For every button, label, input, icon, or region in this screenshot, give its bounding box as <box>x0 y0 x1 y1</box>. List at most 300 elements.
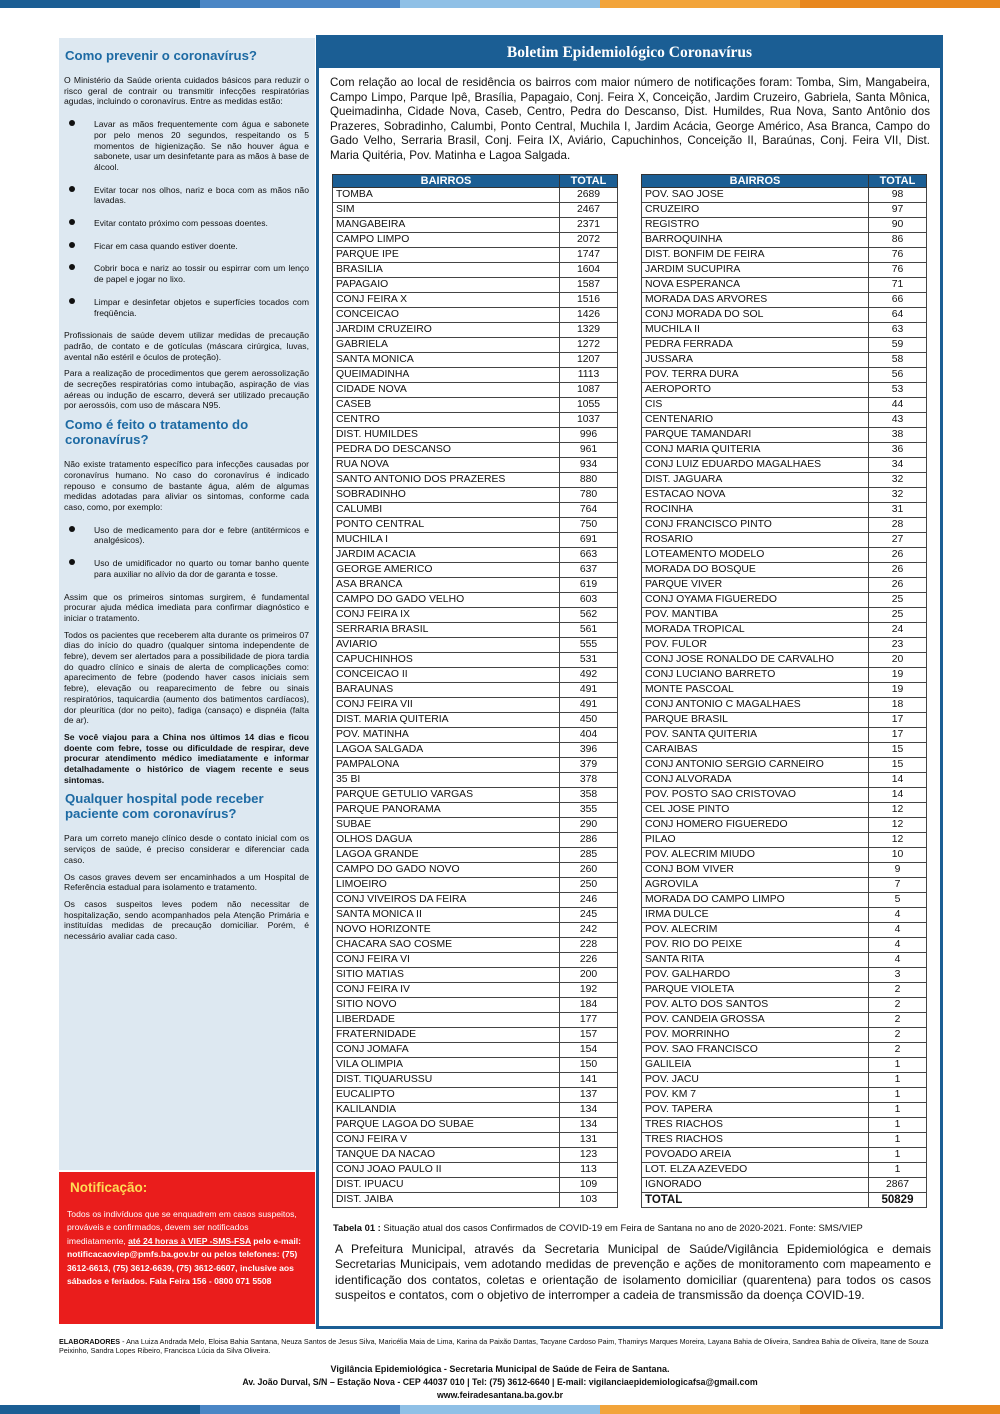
bairro-name-cell: CARAIBAS <box>642 743 869 758</box>
bairro-total-cell: 2371 <box>560 218 618 233</box>
bairro-name-cell: MUCHILA II <box>642 323 869 338</box>
bairro-total-cell: 4 <box>869 923 927 938</box>
notification-title: Notificação: <box>70 1180 148 1195</box>
symptoms-paragraph: Assim que os primeiros sintomas surgirem, é fundamental procurar ajuda médica imediata para confirmar diagnóstico e iniciar o tratamento. <box>64 591 309 623</box>
bairro-name-cell: POV. TAPERA <box>642 1103 869 1118</box>
bairro-name-cell: SITIO MATIAS <box>333 968 560 983</box>
table-row <box>642 653 927 668</box>
table-row <box>642 458 927 473</box>
bairro-name-cell: PEDRA FERRADA <box>642 338 869 353</box>
table-row <box>642 608 927 623</box>
bairro-name-cell: PARQUE TAMANDARI <box>642 428 869 443</box>
hospital-heading: Qualquer hospital pode receber paciente com coronavírus? <box>65 791 264 822</box>
table-row <box>333 1163 618 1178</box>
bairro-name-cell: LOT. ELZA AZEVEDO <box>642 1163 869 1178</box>
bairro-total-cell: 1 <box>869 1118 927 1133</box>
bairro-total-cell: 17 <box>869 728 927 743</box>
bairro-name-cell: JARDIM ACACIA <box>333 548 560 563</box>
bairro-name-cell: POV. POSTO SAO CRISTOVAO <box>642 788 869 803</box>
bairro-total-cell: 1426 <box>560 308 618 323</box>
bairro-name-cell: CEL JOSE PINTO <box>642 803 869 818</box>
bairro-total-cell: 36 <box>869 443 927 458</box>
bairro-total-cell: 1604 <box>560 263 618 278</box>
bairro-total-cell: 14 <box>869 773 927 788</box>
table-row <box>333 968 618 983</box>
bairro-name-cell: POV. MATINHA <box>333 728 560 743</box>
table-row <box>642 593 927 608</box>
bairro-total-cell: 2 <box>869 983 927 998</box>
bulletin-title: Boletim Epidemiológico Coronavírus <box>319 38 940 68</box>
table-row <box>333 263 618 278</box>
prevention-list <box>64 119 309 318</box>
table-row <box>333 488 618 503</box>
table-row <box>333 383 618 398</box>
prevention-item: Lavar as mãos frequentemente com água e sabonete por pelo menos 20 segundos, respeitando os 5 momentos de higienização. Se não houver água e sabonete, usar um desinfetante para as mãos à base de álcool. <box>64 119 309 173</box>
bairro-total-cell: 2867 <box>869 1178 927 1193</box>
table-row <box>642 578 927 593</box>
table-row <box>333 728 618 743</box>
table-row <box>642 713 927 728</box>
bairro-total-cell: 86 <box>869 233 927 248</box>
bullet-icon <box>69 264 75 270</box>
bairro-name-cell: POV. FULOR <box>642 638 869 653</box>
prevention-heading: Como prevenir o coronavírus? <box>65 48 257 63</box>
bairro-total-cell: 97 <box>869 203 927 218</box>
bairro-total-cell: 2689 <box>560 188 618 203</box>
bairro-name-cell: ASA BRANCA <box>333 578 560 593</box>
bairro-total-cell: 555 <box>560 638 618 653</box>
bairro-total-cell: 27 <box>869 533 927 548</box>
prevention-item: Evitar tocar nos olhos, nariz e boca com as mãos não lavadas. <box>64 185 309 206</box>
table-row <box>642 863 927 878</box>
bairro-name-cell: SANTO ANTONIO DOS PRAZERES <box>333 473 560 488</box>
table-row <box>333 413 618 428</box>
bairro-name-cell: CONJ FEIRA X <box>333 293 560 308</box>
table-row <box>642 1058 927 1073</box>
bairro-total-cell: 63 <box>869 323 927 338</box>
bairro-total-cell: 1 <box>869 1163 927 1178</box>
bulletin-panel <box>316 35 943 1329</box>
table-row <box>642 443 927 458</box>
bairro-total-cell: 5 <box>869 893 927 908</box>
bairro-total-cell: 134 <box>560 1103 618 1118</box>
table-row <box>333 1103 618 1118</box>
bairro-total-cell: 14 <box>869 788 927 803</box>
bairro-total-cell: 286 <box>560 833 618 848</box>
bairro-total-cell: 691 <box>560 533 618 548</box>
table-row <box>333 698 618 713</box>
table-row <box>642 218 927 233</box>
bairro-total-cell: 491 <box>560 698 618 713</box>
table-row <box>642 248 927 263</box>
total-value: 50829 <box>869 1193 927 1208</box>
bairro-total-cell: 880 <box>560 473 618 488</box>
bairro-total-cell: 26 <box>869 578 927 593</box>
table-row <box>333 758 618 773</box>
table-row <box>333 1058 618 1073</box>
bairro-total-cell: 200 <box>560 968 618 983</box>
bairro-name-cell: POV. TERRA DURA <box>642 368 869 383</box>
table-row <box>333 653 618 668</box>
table-row <box>333 428 618 443</box>
bairro-name-cell: JUSSARA <box>642 353 869 368</box>
column-header-bairros: BAIRROS <box>642 175 869 188</box>
bairro-name-cell: PONTO CENTRAL <box>333 518 560 533</box>
bairro-name-cell: ESTACAO NOVA <box>642 488 869 503</box>
table-row <box>333 878 618 893</box>
table-row <box>642 1133 927 1148</box>
bairro-total-cell: 355 <box>560 803 618 818</box>
table-row <box>333 1118 618 1133</box>
bairro-total-cell: 71 <box>869 278 927 293</box>
table-row <box>642 938 927 953</box>
bairro-total-cell: 15 <box>869 758 927 773</box>
bairro-total-cell: 10 <box>869 848 927 863</box>
bairro-name-cell: POV. GALHARDO <box>642 968 869 983</box>
bairro-total-cell: 492 <box>560 668 618 683</box>
treatment-intro: Não existe tratamento específico para infecções causadas por coronavírus humano. No caso do coronavírus é indicado repouso e consumo de bastante água, além de algumas medidas adotadas para aliviar os sintomas, conforme cada caso, como, por exemplo: <box>64 459 309 512</box>
table-row <box>333 1133 618 1148</box>
footer-address: Av. João Durval, S/N – Estação Nova - CEP 44037 010 | Tel: (75) 3612-6640 | E-mail: vigilanciaepidemiologicafsa@gmail.com <box>242 1377 758 1387</box>
bairro-total-cell: 56 <box>869 368 927 383</box>
bairro-total-cell: 934 <box>560 458 618 473</box>
bairro-name-cell: CONJ ANTONIO C MAGALHAES <box>642 698 869 713</box>
bairro-name-cell: SANTA MONICA II <box>333 908 560 923</box>
column-header-total: TOTAL <box>869 175 927 188</box>
table-row <box>333 818 618 833</box>
bairro-name-cell: MORADA DAS ARVORES <box>642 293 869 308</box>
aerosol-paragraph: Para a realização de procedimentos que gerem aerossolização de secreções respiratórias como intubação, aspiração de vias aéreas ou indução de escarro, deverá ser utilizado precaução por aerossóis, com uso de máscara N95. <box>64 368 309 411</box>
bairro-name-cell: CONJ FEIRA IX <box>333 608 560 623</box>
bairro-total-cell: 2467 <box>560 203 618 218</box>
table-row <box>333 998 618 1013</box>
bairro-name-cell: CONJ LUIZ EDUARDO MAGALHAES <box>642 458 869 473</box>
table-row <box>333 938 618 953</box>
notification-box <box>59 1172 315 1324</box>
prevention-item: Evitar contato próximo com pessoas doentes. <box>64 218 309 229</box>
bairro-name-cell: CONJ JOSE RONALDO DE CARVALHO <box>642 653 869 668</box>
bairro-name-cell: VILA OLIMPIA <box>333 1058 560 1073</box>
bairro-name-cell: CAMPO DO GADO NOVO <box>333 863 560 878</box>
bairro-total-cell: 764 <box>560 503 618 518</box>
bairro-name-cell: BARAUNAS <box>333 683 560 698</box>
bairro-name-cell: CONJ LUCIANO BARRETO <box>642 668 869 683</box>
bairro-name-cell: OLHOS DAGUA <box>333 833 560 848</box>
bairro-name-cell: SIM <box>333 203 560 218</box>
table-row <box>642 833 927 848</box>
prevention-item: Limpar e desinfetar objetos e superfícies tocados com freqüência. <box>64 297 309 318</box>
top-color-stripe <box>0 0 1000 8</box>
bairro-total-cell: 450 <box>560 713 618 728</box>
table-row <box>642 848 927 863</box>
bullet-icon <box>69 559 75 565</box>
bairro-total-cell: 177 <box>560 1013 618 1028</box>
bairro-total-cell: 1272 <box>560 338 618 353</box>
table-row <box>642 278 927 293</box>
table-row <box>642 1043 927 1058</box>
bairro-total-cell: 245 <box>560 908 618 923</box>
table-row <box>333 893 618 908</box>
table-row <box>642 728 927 743</box>
bairro-name-cell: CONJ VIVEIROS DA FEIRA <box>333 893 560 908</box>
table-row <box>642 743 927 758</box>
neighborhood-table-2 <box>641 174 927 1208</box>
bairro-name-cell: PARQUE BRASIL <box>642 713 869 728</box>
bairro-name-cell: MORADA DO CAMPO LIMPO <box>642 893 869 908</box>
bairro-name-cell: GABRIELA <box>333 338 560 353</box>
notification-text: Todos os indivíduos que se enquadrem em casos suspeitos, prováveis e confirmados, devem ser notificados imediatamente, até 24 horas à VIEP -SMS-FSA pelo e-mail: notificacaoviep@pmfs.ba.gov.br ou pelos telefones: (75) 3612-6613, (75) 3612-6639, (75) 3612-6607, inclusive aos sábados e feriados. Fala Feira 156 - 0800 071 5508 <box>67 1208 302 1286</box>
table-row <box>642 473 927 488</box>
table-row <box>642 323 927 338</box>
bairro-name-cell: GALILEIA <box>642 1058 869 1073</box>
bairro-name-cell: POV. CANDEIA GROSSA <box>642 1013 869 1028</box>
bairro-name-cell: CENTRO <box>333 413 560 428</box>
bairro-total-cell: 109 <box>560 1178 618 1193</box>
table-row <box>333 1088 618 1103</box>
bairro-total-cell: 32 <box>869 473 927 488</box>
bairro-name-cell: LAGOA GRANDE <box>333 848 560 863</box>
bairro-name-cell: CONJ FEIRA V <box>333 1133 560 1148</box>
bairro-total-cell: 246 <box>560 893 618 908</box>
bairro-name-cell: SANTA RITA <box>642 953 869 968</box>
table-row <box>333 743 618 758</box>
treatment-item: Uso de umidificador no quarto ou tomar banho quente para auxiliar no alívio da dor de garanta e tosse. <box>64 558 309 579</box>
table-row <box>642 398 927 413</box>
bairro-name-cell: CONJ BOM VIVER <box>642 863 869 878</box>
table-row <box>333 638 618 653</box>
table-row <box>642 293 927 308</box>
bairro-total-cell: 404 <box>560 728 618 743</box>
bairro-total-cell: 23 <box>869 638 927 653</box>
table-row <box>333 503 618 518</box>
table-row <box>642 533 927 548</box>
bairro-total-cell: 20 <box>869 653 927 668</box>
bairro-total-cell: 15 <box>869 743 927 758</box>
bairro-name-cell: PEDRA DO DESCANSO <box>333 443 560 458</box>
table-row <box>333 218 618 233</box>
bairro-name-cell: CHACARA SAO COSME <box>333 938 560 953</box>
table-row <box>642 1118 927 1133</box>
table-row <box>642 428 927 443</box>
bairro-total-cell: 28 <box>869 518 927 533</box>
bairro-name-cell: LIMOEIRO <box>333 878 560 893</box>
table-row <box>642 563 927 578</box>
bairro-name-cell: IGNORADO <box>642 1178 869 1193</box>
bairro-name-cell: BARROQUINHA <box>642 233 869 248</box>
table-row <box>333 608 618 623</box>
bairro-total-cell: 1747 <box>560 248 618 263</box>
bairro-total-cell: 19 <box>869 668 927 683</box>
bairro-name-cell: MUCHILA I <box>333 533 560 548</box>
bairro-name-cell: PILAO <box>642 833 869 848</box>
bairro-total-cell: 90 <box>869 218 927 233</box>
table-row <box>642 338 927 353</box>
table-row <box>333 398 618 413</box>
bairro-name-cell: CONJ FEIRA VI <box>333 953 560 968</box>
bairro-total-cell: 242 <box>560 923 618 938</box>
prevention-item: Ficar em casa quando estiver doente. <box>64 241 309 252</box>
table-row <box>642 233 927 248</box>
discharge-paragraph: Todos os pacientes que receberem alta durante os primeiros 07 dias do início do quadro (qualquer sintoma independente de febre), devem ser alertados para a possibilidade de piora tardia do quadro clínico e sinais de alerta de complicações como: aparecimento de febre (podendo haver casos iniciais sem febre), elevação ou reaparecimento de febre ou sinais respiratórios, taquicardia (aumento dos batimentos cardíacos), dor pleurítica (dor no peito), fadiga (cansaço) e dispnéia (falta de ar). <box>64 629 309 726</box>
total-label: TOTAL <box>642 1193 869 1208</box>
table-row <box>333 323 618 338</box>
table-row <box>642 263 927 278</box>
table-row <box>333 863 618 878</box>
table-row <box>642 1088 927 1103</box>
table-row <box>642 353 927 368</box>
bairro-total-cell: 491 <box>560 683 618 698</box>
bairro-name-cell: TRES RIACHOS <box>642 1133 869 1148</box>
table-row <box>642 818 927 833</box>
credits: ELABORADORES - Ana Luiza Andrada Melo, Eloisa Bahia Santana, Neuza Santos de Jesus Silva, Maricélia Maia de Lima, Karina da Paixão Dantas, Tacyane Cardoso Paim, Thamirys Marques Moreira, Layana Bahia de Oliveira, Sandrea Bahia de Oliveira, Itane de Souza Peixinho, Sandra Lopes Ribeiro, Francisca Lúcia da Silva Oliveira. <box>59 1337 929 1355</box>
bullet-icon <box>69 186 75 192</box>
bairro-name-cell: DIST. TIQUARUSSU <box>333 1073 560 1088</box>
bairro-name-cell: ROSARIO <box>642 533 869 548</box>
travel-warning: Se você viajou para a China nos últimos 14 dias e ficou doente com febre, tosse ou dificuldade de respirar, deve procurar atendimento médico imediatamente e informar detalhadamente o histórico de viagem recente e seus sintomas. <box>64 731 309 785</box>
bairro-total-cell: 131 <box>560 1133 618 1148</box>
bairro-total-cell: 19 <box>869 683 927 698</box>
bairro-name-cell: CIS <box>642 398 869 413</box>
table-row <box>333 1148 618 1163</box>
bairro-name-cell: POV. JACU <box>642 1073 869 1088</box>
bairro-total-cell: 637 <box>560 563 618 578</box>
bairro-total-cell: 2 <box>869 1043 927 1058</box>
table-row <box>333 473 618 488</box>
bairro-total-cell: 18 <box>869 698 927 713</box>
bairro-name-cell: RUA NOVA <box>333 458 560 473</box>
table-row <box>642 368 927 383</box>
bullet-icon <box>69 242 75 248</box>
table-row <box>642 683 927 698</box>
bairro-total-cell: 76 <box>869 263 927 278</box>
footer-department: Vigilância Epidemiológica - Secretaria Municipal de Saúde de Feira de Santana. <box>330 1364 670 1374</box>
bairro-name-cell: JARDIM SUCUPIRA <box>642 263 869 278</box>
bairro-total-cell: 1 <box>869 1088 927 1103</box>
bairro-name-cell: DIST. MARIA QUITERIA <box>333 713 560 728</box>
bairro-total-cell: 31 <box>869 503 927 518</box>
bairro-total-cell: 12 <box>869 803 927 818</box>
bairro-name-cell: CONJ ALVORADA <box>642 773 869 788</box>
bairro-total-cell: 26 <box>869 563 927 578</box>
bairro-name-cell: POV. SANTA QUITERIA <box>642 728 869 743</box>
bairro-name-cell: CRUZEIRO <box>642 203 869 218</box>
table-row <box>642 188 927 203</box>
prevention-item: Cobrir boca e nariz ao tossir ou espirrar com um lenço de papel e jogar no lixo. <box>64 263 309 284</box>
bairro-name-cell: POV. SAO JOSE <box>642 188 869 203</box>
bairro-name-cell: PARQUE VIVER <box>642 578 869 593</box>
bairro-total-cell: 4 <box>869 953 927 968</box>
bairro-name-cell: POV. ALECRIM MIUDO <box>642 848 869 863</box>
bairro-name-cell: LAGOA SALGADA <box>333 743 560 758</box>
bairro-total-cell: 12 <box>869 833 927 848</box>
table-row <box>642 383 927 398</box>
bairro-total-cell: 1 <box>869 1133 927 1148</box>
table-row <box>642 638 927 653</box>
bairro-name-cell: DIST. JAGUARA <box>642 473 869 488</box>
hospital-paragraph-3: Os casos suspeitos leves podem não necessitar de hospitalização, sendo acompanhados pela Atenção Primária e instituídas medidas de precaução domiciliar. Porém, é necessário avaliar cada caso. <box>64 898 309 942</box>
hospital-paragraph-1: Para um correto manejo clínico desde o contato inicial com os serviços de saúde, é preciso considerar e diferenciar cada caso. <box>64 833 309 865</box>
bairro-name-cell: 35 BI <box>333 773 560 788</box>
bairro-total-cell: 98 <box>869 188 927 203</box>
bairro-name-cell: SANTA MONICA <box>333 353 560 368</box>
bairro-total-cell: 9 <box>869 863 927 878</box>
bairro-name-cell: PARQUE IPE <box>333 248 560 263</box>
bullet-icon <box>69 298 75 304</box>
table-row <box>642 308 927 323</box>
bairro-name-cell: DIST. IPUACU <box>333 1178 560 1193</box>
bairro-name-cell: SERRARIA BRASIL <box>333 623 560 638</box>
bairro-total-cell: 12 <box>869 818 927 833</box>
bairro-name-cell: CAMPO DO GADO VELHO <box>333 593 560 608</box>
footer-website[interactable]: www.feiradesantana.ba.gov.br <box>436 1390 564 1400</box>
bairro-total-cell: 260 <box>560 863 618 878</box>
bairro-total-cell: 1207 <box>560 353 618 368</box>
bairro-total-cell: 1 <box>869 1073 927 1088</box>
table-row <box>642 488 927 503</box>
table-row <box>333 518 618 533</box>
bairro-name-cell: NOVA ESPERANCA <box>642 278 869 293</box>
table-row <box>333 788 618 803</box>
bairro-total-cell: 750 <box>560 518 618 533</box>
table-row <box>333 593 618 608</box>
treatment-heading: Como é feito o tratamento do coronavírus? <box>65 417 249 448</box>
bairro-total-cell: 17 <box>869 713 927 728</box>
bairro-name-cell: POV. MORRINHO <box>642 1028 869 1043</box>
table-row <box>642 998 927 1013</box>
bairro-name-cell: POV. ALECRIM <box>642 923 869 938</box>
bairro-total-cell: 290 <box>560 818 618 833</box>
table-row <box>333 233 618 248</box>
table-row <box>642 203 927 218</box>
table-row <box>642 788 927 803</box>
bairro-total-cell: 53 <box>869 383 927 398</box>
bairro-name-cell: TRES RIACHOS <box>642 1118 869 1133</box>
bairro-total-cell: 619 <box>560 578 618 593</box>
closing-paragraph: A Prefeitura Municipal, através da Secretaria Municipal de Saúde/Vigilância Epidemiológica e demais Secretarias Municipais, vem adotando medidas de prevenção e ações de monitoramento com mapeamento e identificação dos contatos, coletas e orientação de isolamento domiciliar (quarentena) para todos os casos suspeitos e contatos, com o objetivo de interromper a cadeia de transmissão da doença COVID-19. <box>335 1242 931 1302</box>
bairro-name-cell: MANGABEIRA <box>333 218 560 233</box>
bairro-name-cell: CONJ OYAMA FIGUEREDO <box>642 593 869 608</box>
table-row <box>333 1043 618 1058</box>
bairro-name-cell: BRASILIA <box>333 263 560 278</box>
bairro-total-cell: 396 <box>560 743 618 758</box>
table-row <box>333 278 618 293</box>
table-row <box>333 578 618 593</box>
bairro-total-cell: 663 <box>560 548 618 563</box>
bairro-name-cell: PAPAGAIO <box>333 278 560 293</box>
bairro-total-cell: 4 <box>869 908 927 923</box>
bairro-name-cell: POV. RIO DO PEIXE <box>642 938 869 953</box>
bairro-total-cell: 59 <box>869 338 927 353</box>
bullet-icon <box>69 120 75 126</box>
bairro-name-cell: PARQUE LAGOA DO SUBAE <box>333 1118 560 1133</box>
left-info-column <box>59 38 315 1170</box>
bairro-name-cell: TOMBA <box>333 188 560 203</box>
table-row <box>642 908 927 923</box>
table-row <box>642 968 927 983</box>
table-row <box>642 758 927 773</box>
bairro-name-cell: CAMPO LIMPO <box>333 233 560 248</box>
bairro-name-cell: KALILANDIA <box>333 1103 560 1118</box>
column-header-total: TOTAL <box>560 175 618 188</box>
table-row <box>333 353 618 368</box>
table-row <box>642 518 927 533</box>
table-row <box>333 983 618 998</box>
bairro-total-cell: 66 <box>869 293 927 308</box>
table-row <box>642 668 927 683</box>
bairro-name-cell: CONJ FEIRA VII <box>333 698 560 713</box>
bairro-name-cell: JARDIM CRUZEIRO <box>333 323 560 338</box>
bulletin-intro: Com relação ao local de residência os bairros com maior número de notificações foram: Tomba, Sim, Mangabeira, Campo Limpo, Parque Ipê, Brasília, Papagaio, Conj. Feira X, Conceição, Jardim Cruzeiro, Gabriela, Santa Mônica, Queimadinha, Cidade Nova, Caseb, Centro, Pedra do Descanso, Dist. Humildes, Rua Nova, Santo Antônio dos Prazeres, Sobradinho, Calumbi, Ponto Central, Muchila I, Jardim Acácia, George Américo, Asa Branca, Campo do Gado Velho, Serraria Brasil, Conj. Feira IX, Aviário, Capuchinhos, Conceição II, Baraúnas, Conj. Feira VII, Dist. Maria Quitéria, Pov. Matinha e Lagoa Salgada. <box>330 76 930 162</box>
